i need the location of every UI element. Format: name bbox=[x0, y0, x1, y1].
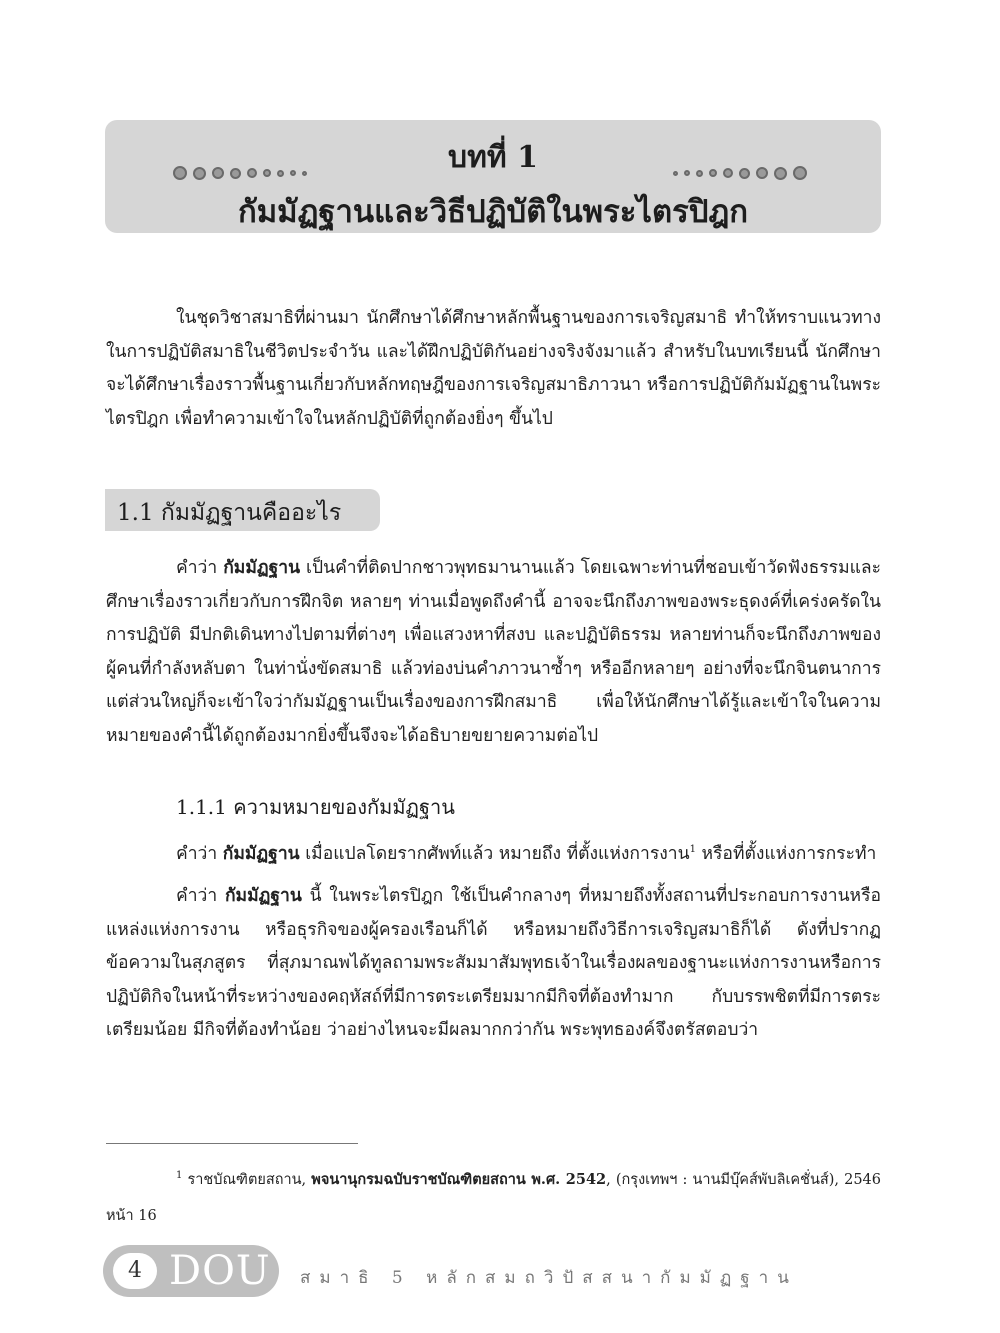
dot-icon bbox=[793, 166, 807, 180]
term-bold: กัมมัฏฐาน bbox=[224, 886, 302, 906]
intro-paragraph: ในชุดวิชาสมาธิที่ผ่านมา นักศึกษาได้ศึกษาหลักพื้นฐานของการเจริญสมาธิ ทำให้ทราบแนวทางในการปฏิบัติสมาธิในชีวิตประจำวัน และได้ฝึกปฏิบัติกันอย่างจริงจังมาแล้ว สำหรับในบทเรียนนี้ นักศึกษาจะได้ศึกษาเรื่องราวพื้นฐานเกี่ยวกับหลักทฤษฎีของการเจริญสมาธิภาวนา หรือการปฏิบัติกัมมัฏฐานในพระไตรปิฎก เพื่อทำความเข้าใจในหลักปฏิบัติที่ถูกต้องยิ่งๆ ขึ้นไป bbox=[106, 308, 881, 429]
dot-icon bbox=[756, 167, 768, 179]
footnote-ref[interactable]: 1 bbox=[689, 844, 696, 856]
text-run: หรือที่ตั้งแห่งการกระทำ bbox=[695, 844, 877, 864]
dot-icon bbox=[673, 171, 678, 176]
dot-icon bbox=[723, 168, 733, 178]
term-bold: กัมมัฏฐาน bbox=[223, 558, 301, 578]
section-paragraph bbox=[106, 552, 881, 754]
usage-paragraph bbox=[106, 880, 881, 1048]
footer-course-title: สมาธิ 5 หลักสมถวิปัสสนากัมมัฏฐาน bbox=[300, 1268, 798, 1288]
subsection-heading: 1.1.1 ความหมายของกัมมัฏฐาน bbox=[176, 795, 455, 819]
chapter-number: บทที่ 1 bbox=[448, 140, 538, 175]
text-run: คำว่า bbox=[176, 886, 225, 906]
footnote-number: 1 bbox=[176, 1170, 183, 1182]
page-number: 4 bbox=[113, 1253, 157, 1289]
footnote-title: พจนานุกรมฉบับราชบัณฑิตยสถาน พ.ศ. 2542 bbox=[311, 1171, 607, 1188]
dot-icon bbox=[709, 169, 717, 177]
dot-icon bbox=[684, 170, 690, 176]
section-heading-box bbox=[105, 489, 380, 531]
text-run: เมื่อแปลโดยรากศัพท์แล้ว หมายถึง ที่ตั้งแห่งการงาน bbox=[299, 844, 690, 864]
decorative-dots-right bbox=[673, 166, 807, 180]
text-run: เป็นคำที่ติดปากชาวพุทธมานานแล้ว โดยเฉพาะท่านที่ชอบเข้าวัดฟังธรรมและศึกษาเรื่องราวเกี่ยวกับการฝึกจิต หลายๆ ท่านเมื่อพูดถึงคำนี้ อาจจะนึกถึงภาพของพระธุดงค์ที่เคร่งครัดในการปฏิบัติ มีปกติเดินทางไปตามที่ต่างๆ เพื่อแสวงหาที่สงบ และปฏิบัติธรรม หลายท่านก็จะนึกถึงภาพของผู้คนที่กำลังหลับตา ในท่านั่งขัดสมาธิ แล้วท่องบ่นคำภาวนาซ้ำๆ หรืออีกหลายๆ อย่างที่จะนึกจินตนาการ แต่ส่วนใหญ่ก็จะเข้าใจว่ากัมมัฏฐานเป็นเรื่องของการฝึกสมาธิ เพื่อให้นักศึกษาได้รู้และเข้าใจในความหมายของคำนี้ได้ถูกต้องมากยิ่งขึ้นจึงจะได้อธิบายขยายความต่อไป bbox=[106, 558, 882, 746]
footer-badge bbox=[103, 1245, 279, 1297]
term-bold: กัมมัฏฐาน bbox=[222, 844, 300, 864]
footer-logo: DOU bbox=[169, 1248, 271, 1294]
dot-icon bbox=[774, 167, 787, 180]
text-run: คำว่า bbox=[176, 844, 223, 864]
chapter-title: กัมมัฏฐานและวิธีปฏิบัติในพระไตรปิฎก bbox=[237, 194, 749, 230]
section-heading: 1.1 กัมมัฏฐานคืออะไร bbox=[117, 500, 342, 526]
text-run: ราชบัณฑิตยสถาน, bbox=[182, 1172, 312, 1188]
chapter-banner bbox=[105, 120, 881, 233]
dot-icon bbox=[739, 168, 750, 179]
text-run: , (กรุงเทพฯ : นานมีบุ๊คส์พับลิเคชั่นส์), 2546 หน้า 16 bbox=[106, 1172, 881, 1224]
text-run: นี้ ในพระไตรปิฎก ใช้เป็นคำกลางๆ ที่หมายถึงทั้งสถานที่ประกอบการงานหรือแหล่งแห่งการงาน หรือธุรกิจของผู้ครองเรือนก็ได้ หรือหมายถึงวิธีการเจริญสมาธิก็ได้ ดังที่ปรากฏข้อความในสุภสูตร ที่สุภมาณพได้ทูลถามพระสัมมาสัมพุทธเจ้าในเรื่องผลของฐานะแห่งการงานหรือการปฏิบัติกิจในหน้าที่ระหว่างของคฤหัสถ์ที่มีการตระเตรียมมากมีกิจที่ต้องทำมาก กับบรรพชิตที่มีการตระเตรียมน้อย มีกิจที่ต้องทำน้อย ว่าอย่างไหนจะมีผลมากกว่ากัน พระพุทธองค์จึงตรัสตอบว่า bbox=[106, 886, 881, 1041]
footnote-divider bbox=[106, 1143, 358, 1144]
footnote bbox=[106, 1162, 881, 1234]
dot-icon bbox=[696, 170, 703, 177]
text-run: คำว่า bbox=[176, 558, 224, 578]
meaning-paragraph bbox=[106, 838, 881, 872]
